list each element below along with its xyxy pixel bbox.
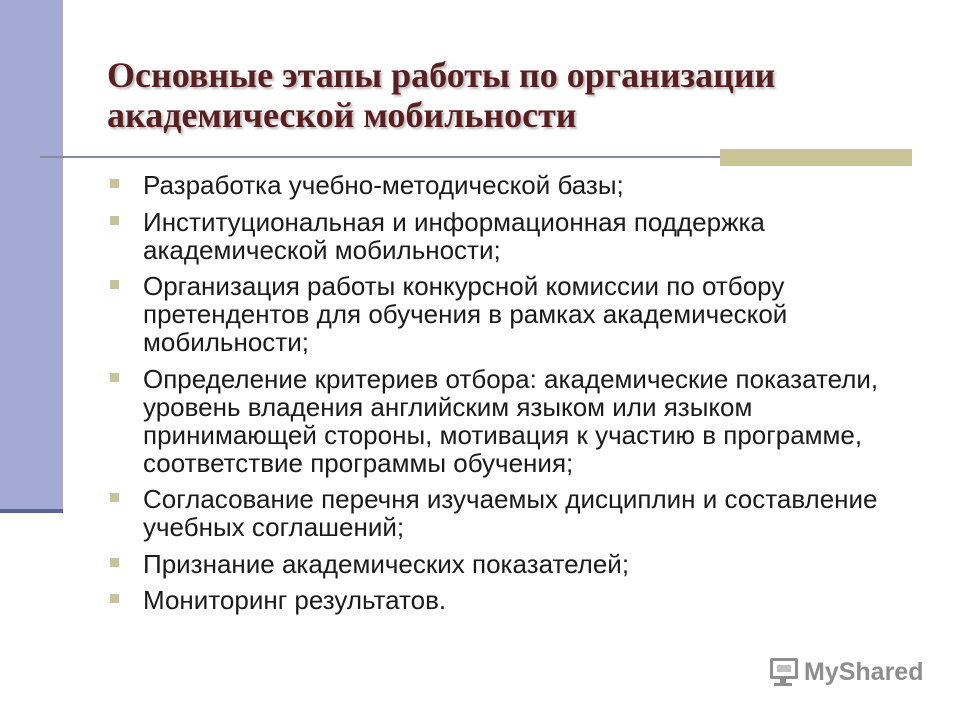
bullet-list bbox=[110, 171, 930, 614]
title-accent-bar bbox=[720, 149, 912, 166]
bullet-text-line: учебных соглашений; bbox=[143, 512, 405, 542]
bullet-item bbox=[110, 550, 930, 578]
bullet-text-line: Признание академических показателей; bbox=[143, 548, 630, 579]
presentation-board-icon bbox=[768, 658, 800, 686]
bullet-marker bbox=[110, 216, 119, 225]
bullet-text-line: принимающей стороны, мотивация к участию в программе, bbox=[143, 419, 863, 450]
bullet-text-line: мобильности; bbox=[143, 327, 309, 357]
bullet-item bbox=[110, 586, 930, 614]
bullet-text-line: академической мобильности; bbox=[143, 234, 501, 265]
watermark bbox=[768, 656, 933, 688]
bullet-text-line: Институциональная и информационная поддержка bbox=[143, 206, 765, 237]
bullet-marker bbox=[110, 373, 119, 382]
bullet-text-line: претендентов для обучения в рамках академической bbox=[143, 299, 788, 329]
bullet-marker bbox=[110, 594, 119, 603]
bullet-text-line: Определение критериев отбора: академические показатели, bbox=[143, 363, 879, 394]
bullet-item bbox=[110, 272, 930, 356]
bullet-item bbox=[110, 485, 930, 541]
bullet-text-line: соответствие программы обучения; bbox=[143, 447, 574, 478]
bullet-text-line: Мониторинг результатов. bbox=[143, 585, 447, 615]
bullet-marker bbox=[110, 493, 119, 502]
bullet-text-line: уровень владения английским языком или языком bbox=[143, 391, 753, 422]
bullet-item bbox=[110, 171, 930, 199]
bullet-text-line: Согласование перечня изучаемых дисциплин и составление bbox=[143, 484, 878, 514]
bullet-item bbox=[110, 208, 930, 264]
bullet-marker bbox=[110, 179, 119, 188]
watermark-text: MyShared bbox=[804, 658, 924, 686]
bullet-marker bbox=[110, 558, 119, 567]
slide-title-line: Основные этапы работы по организации bbox=[107, 55, 776, 95]
bullet-text-line: Организация работы конкурсной комиссии по отбору bbox=[143, 271, 785, 301]
left-accent-bar bbox=[0, 0, 63, 513]
slide-title-line: академической мобильности bbox=[107, 95, 577, 135]
bullet-text-line: Разработка учебно-методической базы; bbox=[143, 170, 624, 200]
bullet-item bbox=[110, 365, 930, 477]
slide-title bbox=[107, 55, 775, 135]
bullet-marker bbox=[110, 280, 119, 289]
